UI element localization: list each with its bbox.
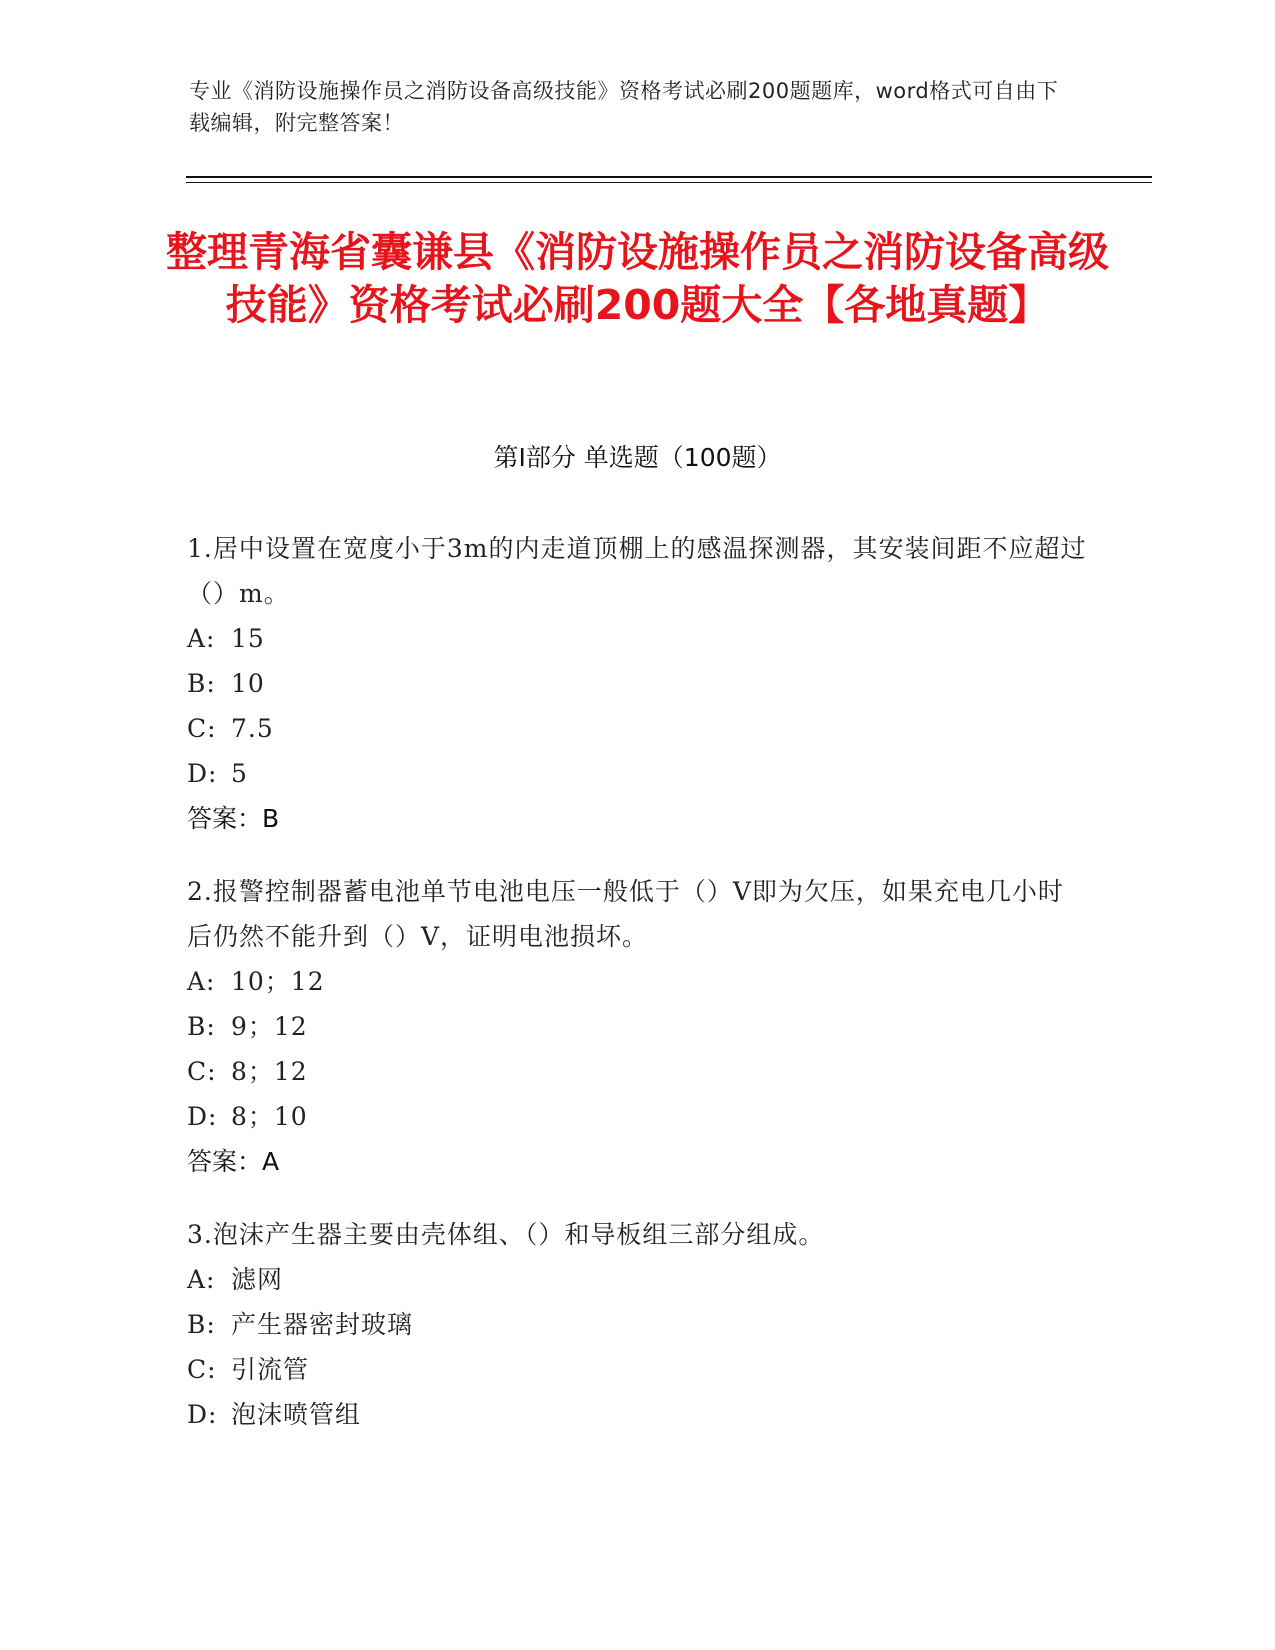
document-title: 整理青海省囊谦县《消防设施操作员之消防设备高级技能》资格考试必刷200题大全【各地真题】 [166, 228, 1109, 329]
question-stem: 1.居中设置在宽度小于3m的内走道顶棚上的感温探测器，其安装间距不应超过（）m。 [187, 534, 1087, 608]
question-list [187, 526, 1087, 1465]
answer-line: 答案：A [187, 1147, 280, 1176]
option-letter: B: [187, 1310, 216, 1339]
option-c [187, 706, 1087, 751]
header-rule-thin [186, 182, 1152, 183]
question-stem: 3.泡沫产生器主要由壳体组、（）和导板组三部分组成。 [187, 1220, 825, 1249]
option-letter: D: [187, 1400, 218, 1429]
option-letter: D: [187, 759, 218, 788]
option-text: 7.5 [231, 714, 274, 743]
option-c [187, 1049, 1087, 1094]
section-title: 第I部分 单选题（100题） [493, 443, 782, 472]
option-letter: C: [187, 714, 217, 743]
option-letter: A: [187, 1265, 216, 1294]
option-text: 引流管 [231, 1355, 310, 1384]
option-text: 5 [231, 759, 248, 788]
option-text: 滤网 [231, 1265, 284, 1294]
option-text: 9；12 [231, 1012, 308, 1041]
option-text: 10；12 [231, 967, 325, 996]
answer-line: 答案：B [187, 804, 280, 833]
question-stem: 2.报警控制器蓄电池单节电池电压一般低于（）V即为欠压，如果充电几小时后仍然不能升到（）V，证明电池损坏。 [187, 877, 1064, 951]
question-3 [187, 1212, 1087, 1437]
option-a [187, 959, 1087, 1004]
option-letter: A: [187, 967, 216, 996]
header-rule-thick [186, 176, 1152, 178]
option-d [187, 1094, 1087, 1139]
question-1 [187, 526, 1087, 841]
option-c [187, 1347, 1087, 1392]
option-a [187, 1257, 1087, 1302]
option-b [187, 1004, 1087, 1049]
option-b [187, 661, 1087, 706]
question-2 [187, 869, 1087, 1184]
option-text: 8；12 [231, 1057, 308, 1086]
option-text: 产生器密封玻璃 [231, 1310, 414, 1339]
option-text: 泡沫喷管组 [231, 1400, 362, 1429]
option-letter: B: [187, 1012, 216, 1041]
option-text: 8；10 [231, 1102, 308, 1131]
option-b [187, 1302, 1087, 1347]
header-note: 专业《消防设施操作员之消防设备高级技能》资格考试必刷200题题库，word格式可自由下载编辑，附完整答案！ [189, 79, 1059, 135]
option-letter: C: [187, 1355, 217, 1384]
option-text: 10 [231, 669, 265, 698]
option-d [187, 1392, 1087, 1437]
option-letter: C: [187, 1057, 217, 1086]
option-letter: A: [187, 624, 216, 653]
option-a [187, 616, 1087, 661]
option-d [187, 751, 1087, 796]
option-text: 15 [231, 624, 265, 653]
option-letter: B: [187, 669, 216, 698]
option-letter: D: [187, 1102, 218, 1131]
